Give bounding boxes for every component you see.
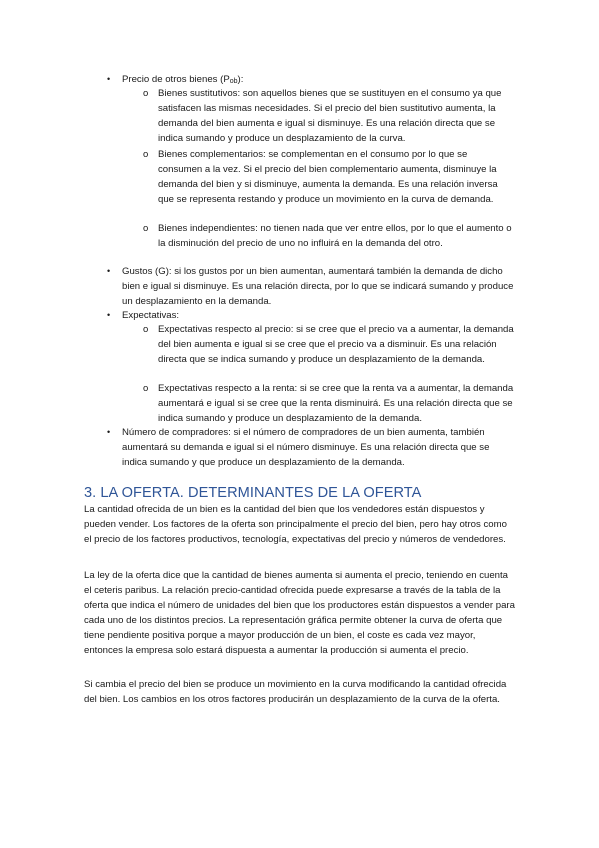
paragraph-cantidad-ofrecida: La cantidad ofrecida de un bien es la cantidad del bien que los vendedores están dispuestos y pueden vender. Los factores de la oferta son principalmente el precio del bien, pero hay otros como el precio de los factores productivos, tecnología, expectativas del precio y números de vendedores.	[84, 504, 507, 545]
sub-item-bienes-sustitutivos	[143, 86, 514, 146]
sub-item-text: Bienes complementarios: se complementan en el consumo por lo que se consumen a la vez. Si el precio del bien complementario aumenta, disminuye la demanda del bien y si disminuye, aumenta la demanda. Es una relación inversa que se representa restando y produce un movimiento en la curva de demanda.	[158, 149, 498, 205]
paragraph-cambio-precio: Si cambia el precio del bien se produce un movimiento en la curva modificando la cantidad ofrecida del bien. Los cambios en los otros factores producirán un desplazamiento de la curva de la oferta.	[84, 679, 507, 705]
sub-item-text: Expectativas respecto al precio: si se cree que el precio va a aumentar, la demanda del bien aumenta e igual si se cree que el precio va a disminuir. Es una relación directa que se indica sumando y produce un desplazamiento de la demanda.	[158, 324, 514, 365]
list-item-label-end: ):	[237, 74, 244, 85]
list-item-compradores	[107, 425, 517, 470]
sub-item-text: Bienes sustitutivos: son aquellos bienes que se sustituyen en el consumo ya que satisfacen las mismas necesidades. Si el precio del bien sustitutivo aumenta, la demanda del bien aumenta e igual si disminuye. Es una relación directa que se indica sumando y produce un desplazamiento de la curva.	[158, 88, 502, 144]
list-item-label: Precio de otros bienes (P	[122, 74, 230, 85]
list-item-expectativas	[107, 308, 517, 323]
bullet-icon: •	[107, 74, 111, 84]
sub-bullet-icon: o	[143, 383, 149, 394]
sub-item-bienes-independientes	[143, 221, 514, 251]
sub-bullet-icon: o	[143, 324, 149, 335]
list-item-text: Gustos (G): si los gustos por un bien aumentan, aumentará también la demanda de dicho bien e igual si disminuye. Es una relación directa, por lo que se indicará sumando y produce un desplazamiento en la demanda.	[122, 266, 514, 307]
sub-item-text: Bienes independientes: no tienen nada que ver entre ellos, por lo que el aumento o la disminución del precio de uno no influirá en la demanda del otro.	[158, 223, 512, 249]
paragraph-ley-oferta: La ley de la oferta dice que la cantidad de bienes aumenta si aumenta el precio, teniendo en cuenta el ceteris paribus. La relación precio-cantidad ofrecida puede expresarse a través de la tabla de la oferta que indica el número de unidades del bien que los productores están dispuestos a vender para cada uno de los distintos precios. La representación gráfica permite obtener la curva de oferta que tiene pendiente positiva porque a mayor producción de un bien, el coste es cada vez mayor, entonces la empresa solo estará dispuesta a aumentar la producción si aumenta el precio.	[84, 570, 515, 656]
bullet-icon: •	[107, 266, 111, 276]
bullet-icon: •	[107, 310, 111, 320]
sub-item-bienes-complementarios	[143, 147, 514, 207]
list-item-gustos	[107, 264, 517, 309]
subscript-ob: ob	[229, 78, 238, 85]
sub-bullet-icon: o	[143, 88, 149, 99]
section-heading: 3. LA OFERTA. DETERMINANTES DE LA OFERTA	[84, 485, 422, 501]
sub-item-expectativas-precio	[143, 322, 514, 367]
sub-bullet-icon: o	[143, 149, 149, 160]
list-item-text: Número de compradores: si el número de compradores de un bien aumenta, también aumentará su demanda e igual si el número disminuye. Es una relación directa que se indica sumando y que produce un desplazamiento de la demanda.	[122, 427, 490, 468]
sub-item-text: Expectativas respecto a la renta: si se cree que la renta va a aumentar, la demanda aumentará e igual si se cree que la renta disminuirá. Es una relación directa que se indica sumando y produce un desplazamiento de la demanda.	[158, 383, 514, 424]
sub-bullet-icon: o	[143, 223, 149, 234]
bullet-icon: •	[107, 427, 111, 437]
sub-item-expectativas-renta	[143, 381, 514, 426]
list-item-label: Expectativas:	[122, 310, 180, 321]
